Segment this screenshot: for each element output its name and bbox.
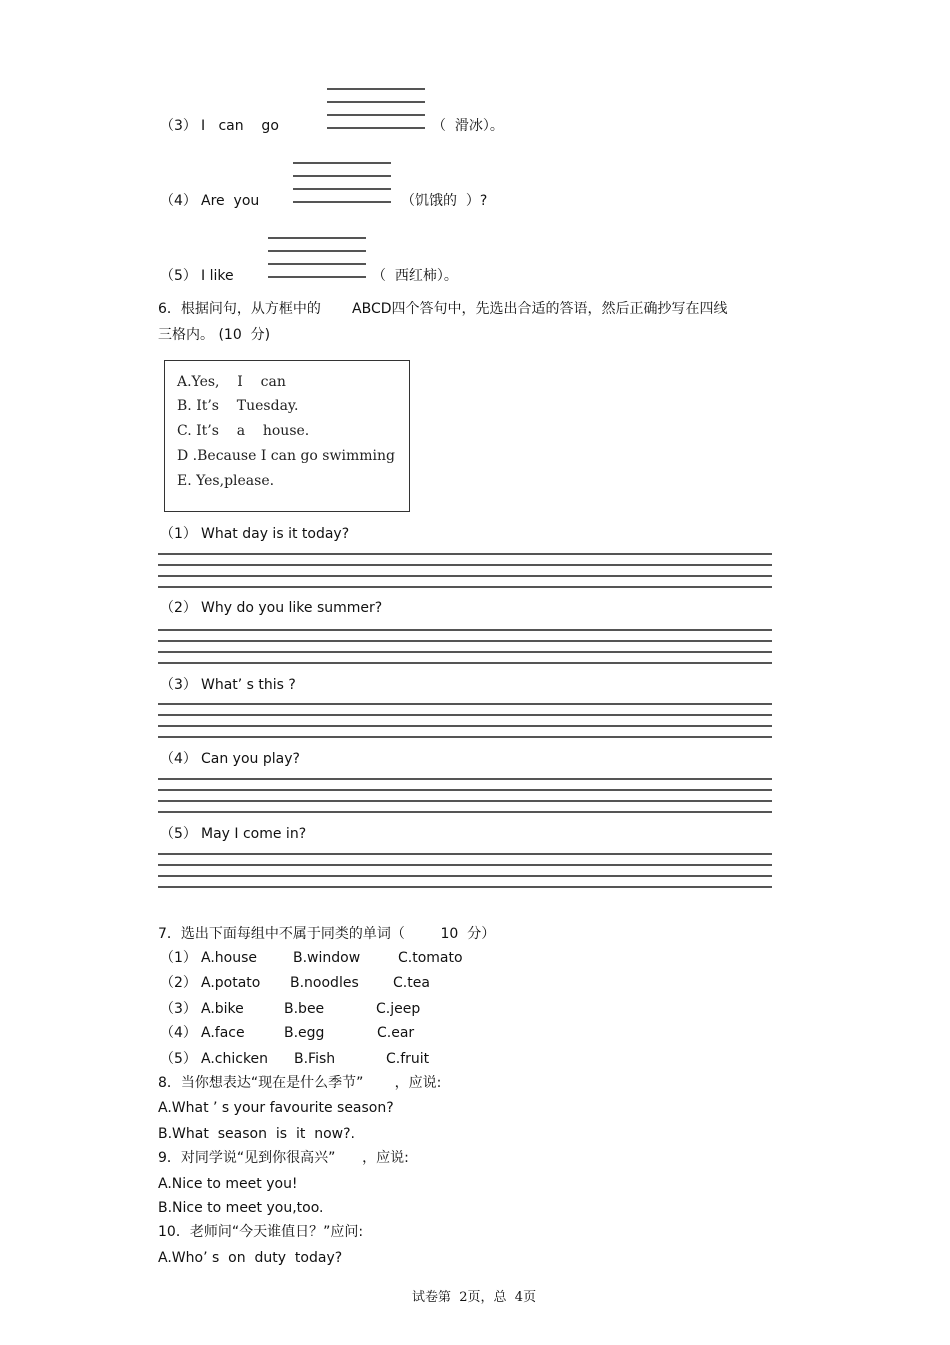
q5-item-4-text: Are you [201, 193, 260, 209]
q9-option-a[interactable]: A.Nice to meet you! [158, 1176, 298, 1192]
q7-row-1-option-b[interactable]: B.window [293, 950, 361, 966]
q7-row-4-option-a[interactable]: A.face [201, 1025, 245, 1041]
q6-question-5-num: （5） [160, 826, 197, 842]
q6-question-3-text: What’ s this ? [201, 677, 296, 693]
q7-row-5-option-a[interactable]: A.chicken [201, 1051, 269, 1067]
q7-row-2-option-b[interactable]: B.noodles [290, 975, 359, 991]
q6-option-d: D .Because I can go swimming [177, 448, 395, 464]
q6-option-e: E. Yes,please. [177, 473, 275, 489]
q6-option-c: C. It’s a house. [177, 423, 310, 439]
q7-row-1-option-c[interactable]: C.tomato [398, 950, 463, 966]
q7-row-1-option-a[interactable]: A.house [201, 950, 257, 966]
q5-item-3-hint: （ 滑冰）。 [432, 118, 504, 134]
q8-title: 8．当你想表达“现在是什么季节” ，应说: [158, 1075, 442, 1091]
q8-option-b[interactable]: B.What season is it now?. [158, 1126, 355, 1142]
q6-question-2-text: Why do you like summer? [201, 600, 383, 616]
q6-question-1-text: What day is it today? [201, 526, 350, 542]
q6-title-line1: 6．根据问句，从方框中的 ABCD四个答句中，先选出合适的答语，然后正确抄写在四线 [158, 301, 728, 317]
q6-question-1-num: （1） [160, 526, 197, 542]
q6-question-4-num: （4） [160, 751, 197, 767]
q10-title: 10．老师问“今天谁值日？”应问: [158, 1224, 364, 1240]
q7-row-4-num: （4） [160, 1025, 197, 1041]
q5-item-4-num: （4） [160, 193, 197, 209]
q6-question-4-text: Can you play? [201, 751, 300, 767]
q5-item-5-num: （5） [160, 268, 197, 284]
q10-option-a[interactable]: A.Who’ s on duty today? [158, 1250, 343, 1266]
q7-row-5-num: （5） [160, 1051, 197, 1067]
q8-option-a[interactable]: A.What ’ s your favourite season? [158, 1100, 394, 1116]
q7-row-3-option-c[interactable]: C.jeep [376, 1001, 421, 1017]
q7-row-2-option-c[interactable]: C.tea [393, 975, 430, 991]
q6-question-3-num: （3） [160, 677, 197, 693]
page-footer: 试卷第 2页，总 4页 [412, 1290, 537, 1305]
q9-title: 9．对同学说“见到你很高兴” ，应说: [158, 1150, 409, 1166]
q5-item-3-blank[interactable] [327, 88, 425, 130]
q7-title: 7．选出下面每组中不属于同类的单词（ 10 分） [158, 926, 496, 942]
q6-option-b: B. It’s Tuesday. [177, 398, 299, 414]
q7-row-3-num: （3） [160, 1001, 197, 1017]
q5-item-4-blank[interactable] [293, 162, 391, 204]
q7-row-4-option-b[interactable]: B.egg [284, 1025, 325, 1041]
q7-row-2-option-a[interactable]: A.potato [201, 975, 261, 991]
q6-question-2-num: （2） [160, 600, 197, 616]
q7-row-3-option-a[interactable]: A.bike [201, 1001, 244, 1017]
q5-item-5-hint: （ 西红柿）。 [372, 268, 458, 284]
q5-item-5-text: I like [201, 268, 234, 284]
q7-row-2-num: （2） [160, 975, 197, 991]
q5-item-5-blank[interactable] [268, 237, 366, 279]
q6-option-a: A.Yes, I can [177, 374, 286, 390]
q5-item-3-text: I can go [201, 118, 279, 134]
q5-item-3-num: （3） [160, 118, 197, 134]
q7-row-4-option-c[interactable]: C.ear [377, 1025, 415, 1041]
q7-row-5-option-b[interactable]: B.Fish [294, 1051, 336, 1067]
q6-question-5-text: May I come in? [201, 826, 307, 842]
q7-row-3-option-b[interactable]: B.bee [284, 1001, 325, 1017]
q7-row-5-option-c[interactable]: C.fruit [386, 1051, 430, 1067]
q6-title-line2: 三格内。 (10 分) [158, 327, 271, 343]
q9-option-b[interactable]: B.Nice to meet you,too. [158, 1200, 324, 1216]
q6-answer-box [164, 360, 410, 512]
q7-row-1-num: （1） [160, 950, 197, 966]
q5-item-4-hint: （饥饿的 ）? [401, 193, 488, 209]
